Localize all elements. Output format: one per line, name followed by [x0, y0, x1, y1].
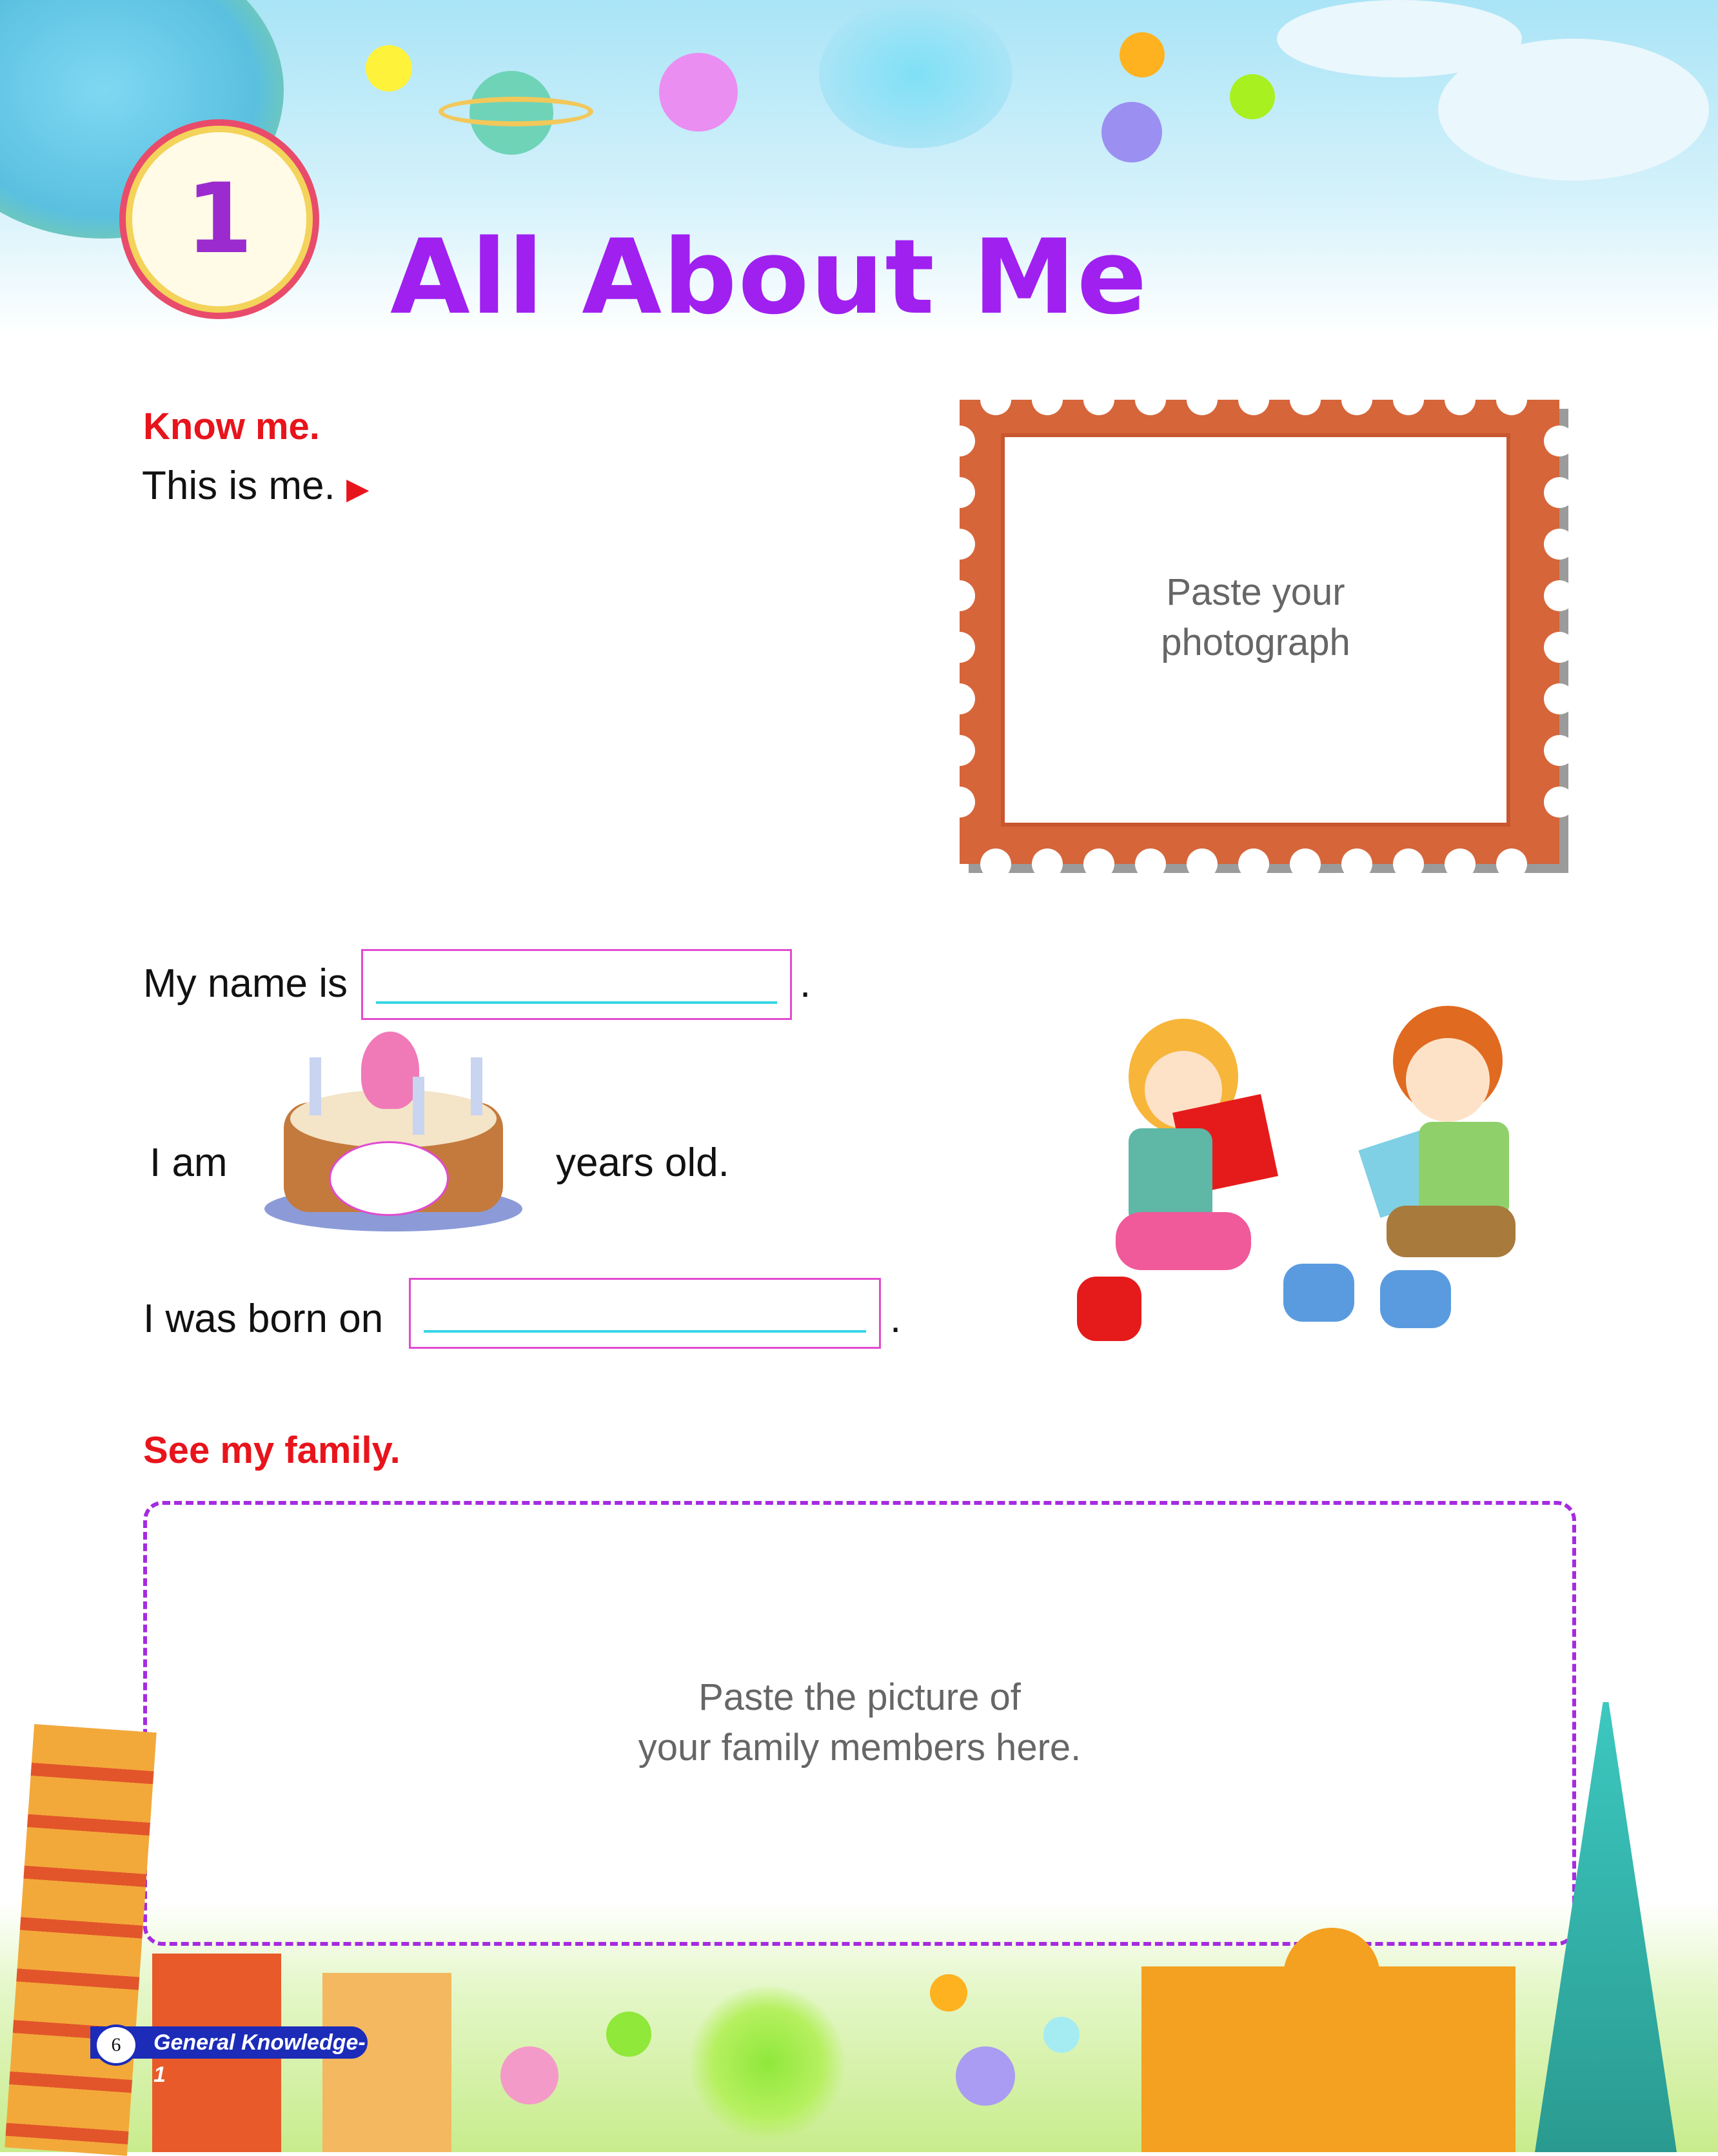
stamp-notch [944, 787, 975, 818]
book-title-badge: General Knowledge-1 [90, 2026, 368, 2059]
stamp-notch [1544, 683, 1575, 714]
green-dot-decoration [1230, 74, 1275, 119]
stamp-notch [1290, 848, 1321, 879]
stamp-notch [1544, 580, 1575, 611]
family-placeholder [143, 1672, 1576, 1774]
name-period: . [800, 961, 811, 1006]
orange-dot-decoration [1120, 32, 1165, 77]
stamp-notch [1445, 384, 1476, 415]
stamp-notch [1341, 848, 1372, 879]
stamp-notch [1290, 384, 1321, 415]
this-is-me-label: This is me. [142, 464, 335, 508]
taj-mahal-dome [1283, 1928, 1380, 2024]
planet-ring-icon [439, 97, 593, 126]
stamp-notch [944, 580, 975, 611]
boy-face [1406, 1038, 1490, 1122]
age-prefix: I am [150, 1141, 228, 1185]
stamp-notch [1032, 384, 1063, 415]
boy-shorts [1387, 1206, 1516, 1257]
chapter-badge [126, 126, 313, 313]
sunburst-decoration [690, 1986, 845, 2141]
stamp-notch [1187, 384, 1218, 415]
india-gate-illustration [322, 1973, 451, 2152]
stamp-notch [944, 477, 975, 508]
name-field[interactable] [361, 949, 792, 1020]
purple-dot-decoration [1101, 102, 1162, 162]
stamp-notch [1341, 384, 1372, 415]
stamp-notch [944, 529, 975, 560]
boy-body [1419, 1122, 1509, 1219]
stamp-notch [980, 384, 1011, 415]
name-writing-line [376, 1001, 777, 1004]
stamp-notch [1544, 529, 1575, 560]
stamp-notch [1083, 384, 1114, 415]
stamp-notch [1544, 735, 1575, 766]
boy-shoes [1380, 1270, 1451, 1328]
arrow-right-icon: ▶ [346, 471, 370, 505]
birthday-cake-icon [264, 1032, 522, 1238]
page-number: 6 [94, 2024, 138, 2066]
stamp-notch [1238, 848, 1269, 879]
name-label: My name is [143, 961, 348, 1006]
photo-placeholder [1001, 567, 1510, 669]
family-placeholder-line1: Paste the picture of [698, 1676, 1021, 1718]
stamp-notch [1393, 848, 1424, 879]
stamp-notch [1187, 848, 1218, 879]
birthdate-field[interactable] [409, 1278, 881, 1349]
stamp-notch [1544, 426, 1575, 456]
cloud-decoration [1277, 0, 1522, 77]
stamp-notch [1445, 848, 1476, 879]
cyan-dot-decoration [1043, 2017, 1080, 2053]
reading-children-illustration [1071, 1006, 1548, 1367]
stamp-notch [1135, 384, 1166, 415]
stamp-notch [944, 632, 975, 663]
cake-topping-icon [361, 1032, 419, 1109]
girl-shoes [1077, 1277, 1141, 1341]
page-title: All About Me [390, 217, 1149, 337]
age-suffix: years old. [556, 1141, 729, 1185]
stamp-notch [944, 683, 975, 714]
yellow-dot-decoration [366, 45, 412, 92]
pink-dot-decoration [659, 53, 738, 132]
girl-skirt [1116, 1212, 1251, 1270]
green-dot-decoration [606, 2012, 651, 2057]
candle-icon [413, 1077, 424, 1135]
stamp-notch [980, 848, 1011, 879]
know-me-heading: Know me. [143, 406, 320, 447]
stamp-notch [1496, 384, 1527, 415]
stamp-notch [1496, 848, 1527, 879]
stamp-notch [1083, 848, 1114, 879]
purple-dot-decoration [956, 2046, 1015, 2106]
stamp-notch [1238, 384, 1269, 415]
stamp-notch [944, 735, 975, 766]
candle-icon [310, 1057, 321, 1115]
stamp-notch [1032, 848, 1063, 879]
sunburst-decoration [819, 0, 1012, 148]
stamp-notch [1544, 787, 1575, 818]
chapter-number: 1 [185, 163, 253, 275]
photo-placeholder-line2: photograph [1161, 622, 1350, 664]
pink-dot-decoration [500, 2046, 558, 2104]
born-period: . [890, 1297, 902, 1341]
boy-shoes [1283, 1264, 1354, 1322]
girl-body [1129, 1128, 1212, 1225]
born-label: I was born on [143, 1297, 384, 1341]
stamp-notch [1544, 477, 1575, 508]
orange-dot-decoration [930, 1974, 967, 2012]
family-placeholder-line2: your family members here. [638, 1727, 1081, 1769]
age-oval-field[interactable] [329, 1141, 449, 1216]
family-heading: See my family. [143, 1429, 400, 1471]
stamp-notch [1393, 384, 1424, 415]
photo-placeholder-line1: Paste your [1166, 571, 1345, 613]
candle-icon [471, 1057, 482, 1115]
this-is-me-text [142, 463, 369, 509]
stamp-notch [1135, 848, 1166, 879]
stamp-notch [944, 426, 975, 456]
stamp-notch [1544, 632, 1575, 663]
birthdate-writing-line [424, 1330, 866, 1333]
